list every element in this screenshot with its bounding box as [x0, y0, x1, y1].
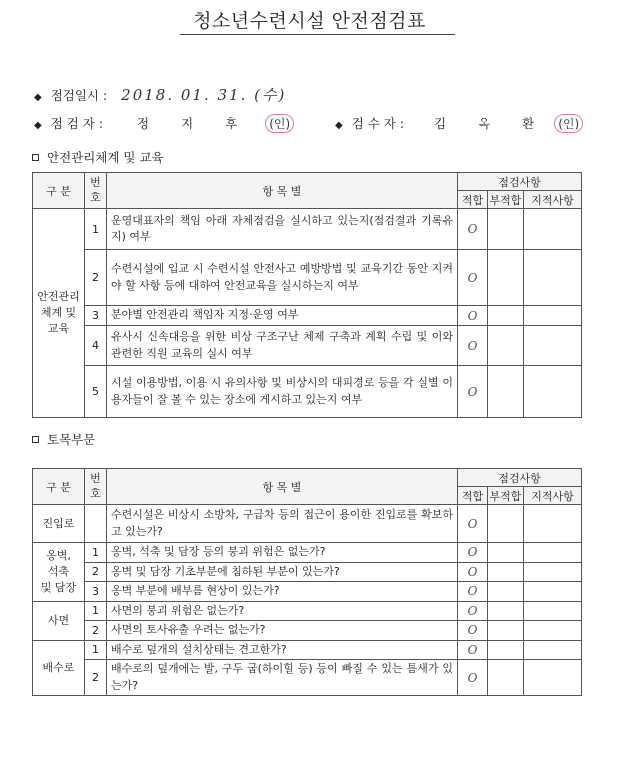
date-value: 2018. 01. 31. (수): [121, 86, 287, 104]
item-text: 수련시설에 입교 시 수련시설 안전사고 예방방법 및 교육기간 동안 지켜야 할 사항 등에 대하여 안전교육을 실시하는지 여부: [107, 250, 458, 306]
row-number: 1: [85, 543, 107, 563]
ng-cell: [488, 326, 524, 366]
ng-cell: [488, 601, 524, 621]
note-cell: [524, 660, 582, 696]
section2-heading: [32, 430, 95, 448]
section2-title: 토목부문: [47, 432, 96, 447]
checker-row: [335, 114, 583, 133]
row-number: 1: [85, 601, 107, 621]
inspection-date-row: [34, 84, 286, 105]
row-number: 2: [85, 621, 107, 641]
row-number: 2: [85, 660, 107, 696]
category-cell: 진입로: [33, 505, 85, 543]
item-text: 분야별 안전관리 책임자 지정·운영 여부: [107, 306, 458, 326]
item-text: 유사시 신속대응을 위한 비상 구조구난 체제 구축과 계획 수립 및 이와 관련한 직원 교육의 실시 여부: [107, 326, 458, 366]
square-bullet-icon: [32, 436, 39, 443]
title-underline: [180, 34, 455, 35]
note-cell: [524, 621, 582, 641]
ng-cell: [488, 621, 524, 641]
header-ng: 부적합: [488, 487, 524, 505]
row-number: 3: [85, 306, 107, 326]
row-number: 2: [85, 250, 107, 306]
ng-cell: [488, 640, 524, 660]
ng-cell: [488, 562, 524, 582]
note-cell: [524, 306, 582, 326]
ok-mark: O: [458, 543, 488, 563]
ng-cell: [488, 250, 524, 306]
ok-mark: O: [458, 326, 488, 366]
ok-mark: O: [458, 306, 488, 326]
row-number: [85, 505, 107, 543]
header-gubun: 구 분: [33, 469, 85, 505]
table-row: [33, 621, 582, 641]
item-text: 옹벽, 석축 및 담장 등의 붕괴 위험은 없는가?: [107, 543, 458, 563]
header-check: 점검사항: [458, 469, 582, 487]
checker-label: 검 수 자 :: [351, 116, 405, 131]
ok-mark: O: [458, 366, 488, 418]
page-title: 청소년수련시설 안전점검표: [193, 10, 426, 32]
header-note: 지적사항: [524, 191, 582, 209]
ng-cell: [488, 582, 524, 602]
table-row: [33, 562, 582, 582]
ok-mark: O: [458, 640, 488, 660]
table-row: [33, 582, 582, 602]
note-cell: [524, 250, 582, 306]
header-ng: 부적합: [488, 191, 524, 209]
diamond-bullet-icon: ◆: [335, 120, 343, 131]
note-cell: [524, 582, 582, 602]
ok-mark: O: [458, 505, 488, 543]
category-cell: 안전관리 체계 및 교육: [33, 209, 85, 418]
ok-mark: O: [458, 562, 488, 582]
table-row: [33, 250, 582, 306]
note-cell: [524, 543, 582, 563]
note-cell: [524, 366, 582, 418]
table-row: [33, 543, 582, 563]
header-item: 항 목 별: [107, 173, 458, 209]
table-row: [33, 306, 582, 326]
table-row: [33, 209, 582, 250]
ok-mark: O: [458, 209, 488, 250]
item-text: 운영대표자의 책임 아래 자체점검을 실시하고 있는지(점검결과 기록유지) 여부: [107, 209, 458, 250]
table-row: [33, 505, 582, 543]
header-no: 번 호: [85, 469, 107, 505]
row-number: 4: [85, 326, 107, 366]
ok-mark: O: [458, 621, 488, 641]
table-row: [33, 601, 582, 621]
ok-mark: O: [458, 250, 488, 306]
item-text: 사면의 붕괴 위험은 없는가?: [107, 601, 458, 621]
category-cell: 배수로: [33, 640, 85, 696]
header-ok: 적합: [458, 487, 488, 505]
note-cell: [524, 326, 582, 366]
row-number: 1: [85, 640, 107, 660]
row-number: 1: [85, 209, 107, 250]
table-row: [33, 640, 582, 660]
ng-cell: [488, 505, 524, 543]
item-text: 배수로 덮개의 설치상태는 견고한가?: [107, 640, 458, 660]
diamond-bullet-icon: ◆: [34, 92, 42, 103]
section1-heading: [32, 148, 164, 166]
inspector-label: 점 검 자 :: [50, 116, 104, 131]
civil-engineering-table: [32, 468, 582, 696]
note-cell: [524, 562, 582, 582]
ng-cell: [488, 306, 524, 326]
item-text: 옹벽 및 담장 기초부분에 침하된 부분이 있는가?: [107, 562, 458, 582]
table-row: [33, 366, 582, 418]
inspector-row: [34, 114, 294, 133]
diamond-bullet-icon: ◆: [34, 120, 42, 131]
section1-title: 안전관리체계 및 교육: [47, 150, 164, 165]
inspector-name: 정 지 후: [137, 116, 252, 131]
header-no: 번 호: [85, 173, 107, 209]
header-item: 항 목 별: [107, 469, 458, 505]
ng-cell: [488, 543, 524, 563]
checker-name: 김 옥 환: [434, 116, 549, 131]
row-number: 3: [85, 582, 107, 602]
ng-cell: [488, 660, 524, 696]
item-text: 수련시설은 비상시 소방차, 구급차 등의 접근이 용이한 진입로를 확보하고 있는가?: [107, 505, 458, 543]
row-number: 2: [85, 562, 107, 582]
note-cell: [524, 640, 582, 660]
date-label: 점검일시 :: [50, 88, 108, 103]
header-check: 점검사항: [458, 173, 582, 191]
square-bullet-icon: [32, 154, 39, 161]
note-cell: [524, 209, 582, 250]
ok-mark: O: [458, 660, 488, 696]
note-cell: [524, 505, 582, 543]
header-gubun: 구 분: [33, 173, 85, 209]
item-text: 배수로의 덮개에는 발, 구두 굽(하이힐 등) 등이 빠질 수 있는 틈새가 있는가?: [107, 660, 458, 696]
category-cell: 사면: [33, 601, 85, 640]
inspector-seal: (인): [265, 114, 294, 133]
category-cell: 옹벽, 석축 및 담장: [33, 543, 85, 602]
checker-seal: (인): [554, 114, 583, 133]
header-note: 지적사항: [524, 487, 582, 505]
ng-cell: [488, 366, 524, 418]
item-text: 옹벽 부분에 배부름 현상이 있는가?: [107, 582, 458, 602]
table-row: [33, 326, 582, 366]
ng-cell: [488, 209, 524, 250]
note-cell: [524, 601, 582, 621]
ok-mark: O: [458, 601, 488, 621]
row-number: 5: [85, 366, 107, 418]
table-row: [33, 660, 582, 696]
item-text: 사면의 토사유출 우려는 없는가?: [107, 621, 458, 641]
item-text: 시설 이용방법, 이용 시 유의사항 및 비상시의 대피경로 등을 각 실별 이용자들이 잘 볼 수 있는 장소에 게시하고 있는지 여부: [107, 366, 458, 418]
ok-mark: O: [458, 582, 488, 602]
safety-management-table: [32, 172, 582, 418]
header-ok: 적합: [458, 191, 488, 209]
